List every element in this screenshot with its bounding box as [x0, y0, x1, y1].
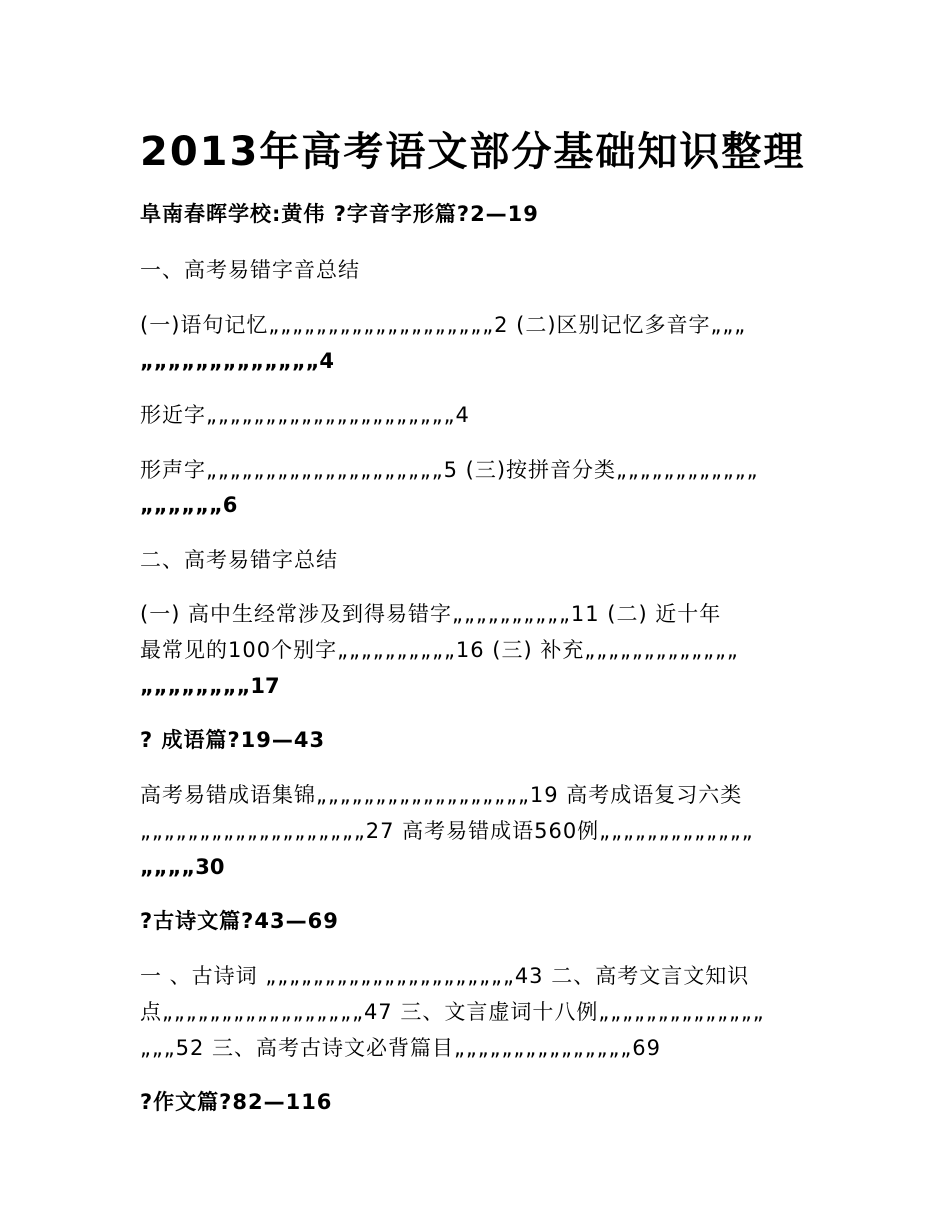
toc-line: „„„„„„„„„„„„„4: [140, 349, 335, 373]
section-heading-5: ?作文篇?82—116: [140, 1090, 333, 1114]
toc-line: 一 、古诗词 „„„„„„„„„„„„„„„„„„„„„43 二、高考文言文知识: [140, 964, 750, 988]
toc-line: 点„„„„„„„„„„„„„„„„„47 三、文言虚词十八例„„„„„„„„„„„„„„: [140, 1000, 765, 1024]
section-heading-1: 一、高考易错字音总结: [140, 258, 360, 282]
section-heading-3: ? 成语篇?19—43: [140, 728, 326, 752]
section-heading-4: ?古诗文篇?43—69: [140, 909, 339, 933]
toc-line: (一) 高中生经常涉及到得易错字„„„„„„„„„„11 (二) 近十年: [140, 602, 722, 626]
toc-line: „„„„„„„„17: [140, 674, 280, 698]
toc-line: (一)语句记忆„„„„„„„„„„„„„„„„„„„2 (二)区别记忆多音字„„„: [140, 313, 747, 337]
page-title: 2013年高考语文部分基础知识整理: [140, 129, 806, 175]
toc-line: 形近字„„„„„„„„„„„„„„„„„„„„„4: [140, 403, 470, 427]
toc-line: 最常见的100个别字„„„„„„„„„„16 (三) 补充„„„„„„„„„„„„„: [140, 638, 739, 662]
toc-line: „„„52 三、高考古诗文必背篇目„„„„„„„„„„„„„„„69: [140, 1036, 661, 1060]
toc-line: „„„„30: [140, 855, 225, 879]
toc-line: „„„„„„„„„„„„„„„„„„„27 高考易错成语560例„„„„„„„„„„„„„: [140, 819, 754, 843]
toc-line: 形声字„„„„„„„„„„„„„„„„„„„„5 (三)按拼音分类„„„„„„„„„„„„: [140, 458, 759, 482]
toc-line: „„„„„„6: [140, 493, 238, 517]
toc-line: 高考易错成语集锦„„„„„„„„„„„„„„„„„„19 高考成语复习六类: [140, 783, 743, 807]
subtitle-line: 阜南春晖学校:黄伟 ?字音字形篇?2—19: [140, 202, 539, 226]
section-heading-2: 二、高考易错字总结: [140, 548, 338, 572]
